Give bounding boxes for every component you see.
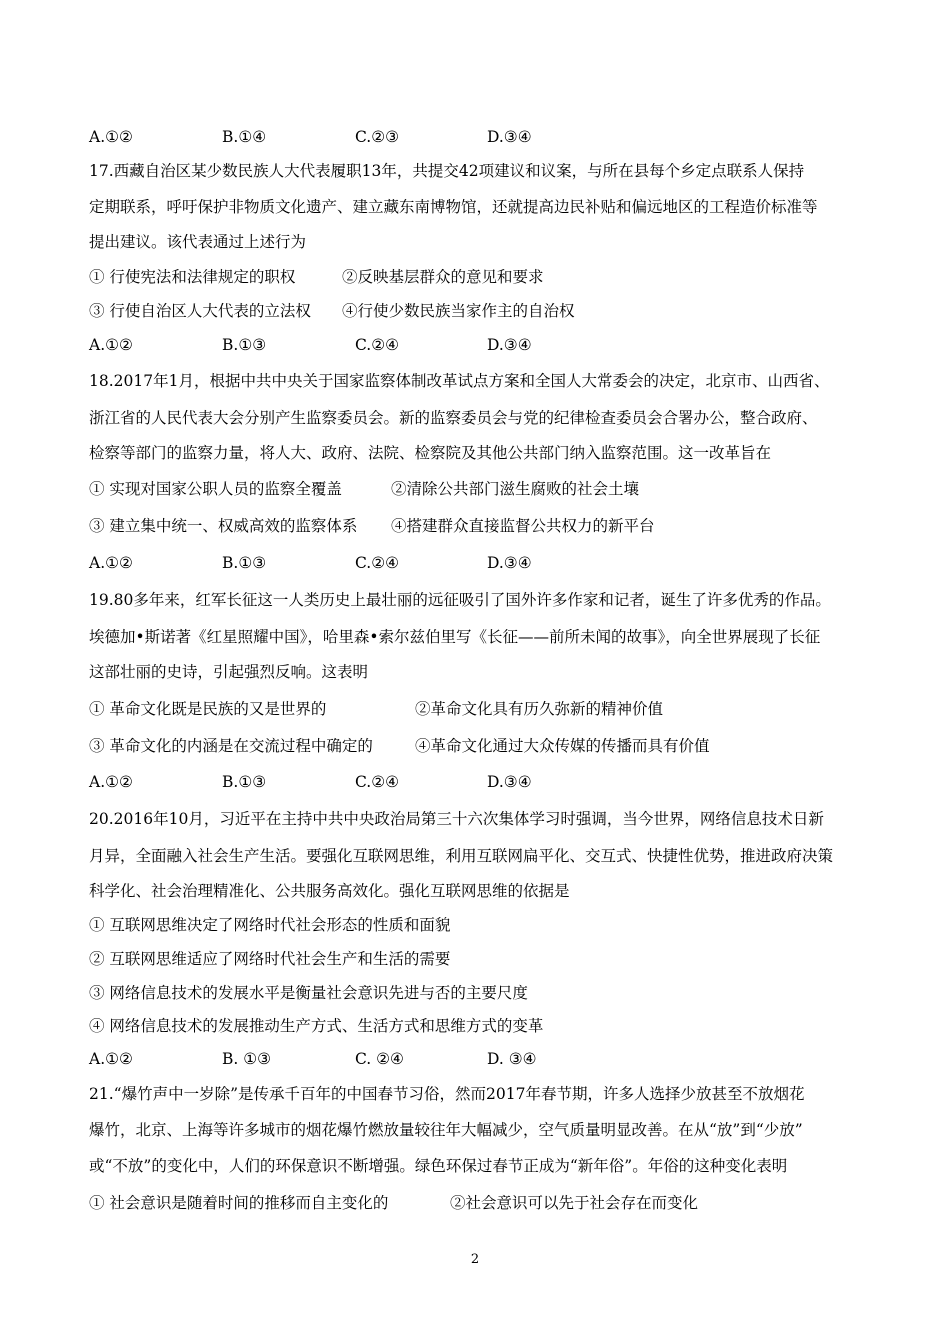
- q18-item-3: ③ 建立集中统一、权威高效的监察体系: [89, 517, 358, 535]
- q16-option-d: D.③④: [487, 128, 532, 146]
- q19-option-c: C.②④: [355, 773, 400, 791]
- q21-stem-line-3: 或“不放”的变化中，人们的环保意识不断增强。绿色环保过春节正成为“新年俗”。年俗的这种变化表明: [89, 1157, 788, 1175]
- q20-stem-line-2: 月异，全面融入社会生产生活。要强化互联网思维，利用互联网扁平化、交互式、快捷性优势，推进政府决策: [89, 847, 834, 865]
- q17-option-a: A.①②: [89, 336, 133, 354]
- q19-option-d: D.③④: [487, 773, 532, 791]
- q18-stem-line-3: 检察等部门的监察力量，将人大、政府、法院、检察院及其他公共部门纳入监察范围。这一改革旨在: [89, 444, 772, 462]
- q18-option-c: C.②④: [355, 554, 400, 572]
- q19-stem-line-1: 19.80多年来，红军长征这一人类历史上最壮丽的远征吸引了国外许多作家和记者，诞生了许多优秀的作品。: [89, 591, 831, 609]
- q20-item-4: ④ 网络信息技术的发展推动生产方式、生活方式和思维方式的变革: [89, 1017, 544, 1035]
- q18-option-d: D.③④: [487, 554, 532, 572]
- q17-item-2: ②反映基层群众的意见和要求: [342, 268, 544, 286]
- q17-item-4: ④行使少数民族当家作主的自治权: [342, 302, 575, 320]
- q18-stem-line-2: 浙江省的人民代表大会分别产生监察委员会。新的监察委员会与党的纪律检查委员会合署办公，整合政府、: [89, 409, 818, 427]
- q17-option-b: B.①③: [222, 336, 267, 354]
- q19-option-b: B.①③: [222, 773, 267, 791]
- q20-stem-line-1: 20.2016年10月，习近平在主持中共中央政治局第三十六次集体学习时强调，当今世界，网络信息技术日新: [89, 810, 824, 828]
- q19-item-4: ④革命文化通过大众传媒的传播而具有价值: [415, 737, 710, 755]
- q21-item-1: ① 社会意识是随着时间的推移而自主变化的: [89, 1194, 389, 1212]
- q18-option-a: A.①②: [89, 554, 133, 572]
- q20-item-1: ① 互联网思维决定了网络时代社会形态的性质和面貌: [89, 916, 451, 934]
- q20-option-c: C. ②④: [355, 1050, 404, 1068]
- q17-item-1: ① 行使宪法和法律规定的职权: [89, 268, 296, 286]
- q19-item-2: ②革命文化具有历久弥新的精神价值: [415, 700, 664, 718]
- q17-option-d: D.③④: [487, 336, 532, 354]
- q19-stem-line-3: 这部壮丽的史诗，引起强烈反响。这表明: [89, 663, 369, 681]
- q18-stem-line-1: 18.2017年1月，根据中共中央关于国家监察体制改革试点方案和全国人大常委会的决定，北京市、山西省、: [89, 372, 830, 390]
- q21-stem-line-1: 21.“爆竹声中一岁除”是传承千百年的中国春节习俗，然而2017年春节期，许多人选择少放甚至不放烟花: [89, 1085, 805, 1103]
- q17-stem-line-3: 提出建议。该代表通过上述行为: [89, 233, 307, 251]
- q19-item-1: ① 革命文化既是民族的又是世界的: [89, 700, 327, 718]
- q20-item-2: ② 互联网思维适应了网络时代社会生产和生活的需要: [89, 950, 451, 968]
- q18-item-2: ②清除公共部门滋生腐败的社会土壤: [391, 480, 640, 498]
- q20-option-d: D. ③④: [487, 1050, 537, 1068]
- q16-option-a: A.①②: [89, 128, 133, 146]
- q20-item-3: ③ 网络信息技术的发展水平是衡量社会意识先进与否的主要尺度: [89, 984, 528, 1002]
- q19-stem-line-2: 埃德加•斯诺著《红星照耀中国》，哈里森•索尔兹伯里写《长征——前所未闻的故事》，向全世界展现了长征: [89, 628, 821, 646]
- q16-option-c: C.②③: [355, 128, 400, 146]
- q18-item-1: ① 实现对国家公职人员的监察全覆盖: [89, 480, 342, 498]
- q17-stem-line-1: 17.西藏自治区某少数民族人大代表履职13年，共提交42项建议和议案，与所在县每个乡定点联系人保持: [89, 162, 805, 180]
- q19-option-a: A.①②: [89, 773, 133, 791]
- q18-option-b: B.①③: [222, 554, 267, 572]
- q20-stem-line-3: 科学化、社会治理精准化、公共服务高效化。强化互联网思维的依据是: [89, 882, 570, 900]
- q17-stem-line-2: 定期联系，呼吁保护非物质文化遗产、建立藏东南博物馆，还就提高边民补贴和偏远地区的工程造价标准等: [89, 198, 818, 216]
- q20-option-b: B. ①③: [222, 1050, 272, 1068]
- q17-item-3: ③ 行使自治区人大代表的立法权: [89, 302, 311, 320]
- q21-stem-line-2: 爆竹，北京、上海等许多城市的烟花爆竹燃放量较往年大幅减少，空气质量明显改善。在从“放”到“少放”: [89, 1121, 803, 1139]
- q21-item-2: ②社会意识可以先于社会存在而变化: [450, 1194, 699, 1212]
- q17-option-c: C.②④: [355, 336, 400, 354]
- q16-option-b: B.①④: [222, 128, 267, 146]
- q18-item-4: ④搭建群众直接监督公共权力的新平台: [391, 517, 655, 535]
- q20-option-a: A.①②: [89, 1050, 133, 1068]
- q19-item-3: ③ 革命文化的内涵是在交流过程中确定的: [89, 737, 373, 755]
- page-number: 2: [470, 1252, 480, 1267]
